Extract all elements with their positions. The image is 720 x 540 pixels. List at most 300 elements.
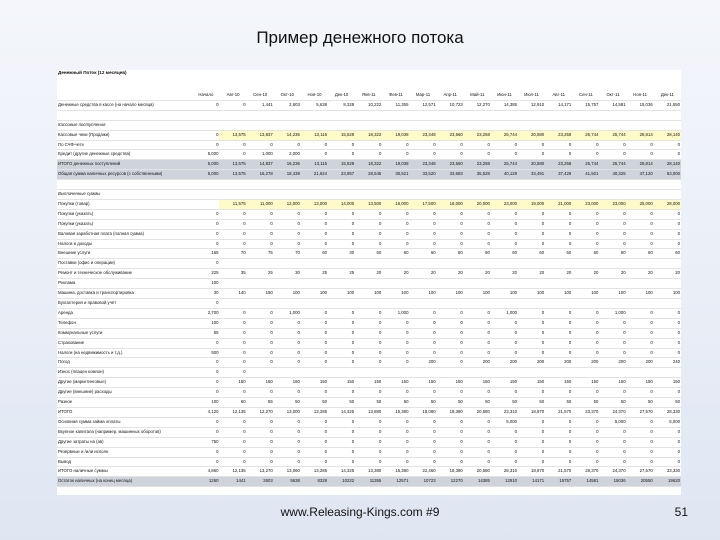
table-cell: 0 [219, 417, 246, 427]
table-cell: 165 [192, 249, 219, 259]
table-cell: 21,624 [301, 170, 328, 180]
table-cell: 0 [572, 150, 599, 160]
table-cell: 0 [654, 348, 681, 358]
table-cell: 100 [627, 289, 654, 299]
table-cell: 0 [247, 348, 274, 358]
table-row [57, 219, 681, 229]
column-header: Дек-11 [654, 91, 681, 100]
table-cell [572, 190, 599, 200]
table-cell: 20,580 [464, 467, 491, 477]
row-label: Вывод [57, 457, 192, 467]
table-cell: 0 [572, 140, 599, 150]
table-cell: 16,000 [382, 199, 409, 209]
table-cell: 0 [409, 348, 436, 358]
table-cell: 0 [301, 328, 328, 338]
table-cell [545, 110, 572, 120]
table-cell [409, 299, 436, 309]
table-cell: 0 [247, 308, 274, 318]
table-cell: 0 [192, 209, 219, 219]
table-cell: 15,757 [572, 100, 599, 110]
table-cell: 18,380 [437, 467, 464, 477]
table-cell: 0 [192, 368, 219, 378]
table-cell: 0 [409, 447, 436, 457]
table-cell: 0 [545, 219, 572, 229]
table-cell [219, 190, 246, 200]
table-cell [274, 110, 301, 120]
table-cell: 60 [518, 249, 545, 259]
table-cell: 23,000 [491, 199, 518, 209]
table-cell: 14,385 [491, 100, 518, 110]
table-cell: 1,000 [274, 308, 301, 318]
table-cell: 0 [518, 457, 545, 467]
table-cell: 0 [274, 358, 301, 368]
table-cell: 37,429 [545, 170, 572, 180]
table-row [57, 279, 681, 289]
cash-flow-table [57, 91, 681, 487]
table-cell: 0 [328, 427, 355, 437]
table-row [57, 190, 681, 200]
table-row [57, 170, 681, 180]
table-cell: 0 [219, 358, 246, 368]
table-cell: 0 [328, 328, 355, 338]
table-cell [491, 279, 518, 289]
table-cell: 0 [518, 318, 545, 328]
table-cell: 50 [518, 398, 545, 408]
table-cell [491, 120, 518, 130]
table-cell [328, 120, 355, 130]
table-cell: 20 [382, 269, 409, 279]
table-cell: 14,236 [274, 130, 301, 140]
table-cell [518, 190, 545, 200]
table-cell: 25 [247, 269, 274, 279]
table-cell: 15036 [599, 477, 626, 487]
table-cell: 25 [328, 269, 355, 279]
table-cell [464, 368, 491, 378]
table-cell [409, 110, 436, 120]
table-cell [491, 368, 518, 378]
table-cell [654, 299, 681, 309]
table-cell: 0 [654, 328, 681, 338]
table-cell: 0 [409, 150, 436, 160]
row-label: Денежные средства в кассе (на начало месяца) [57, 100, 192, 110]
table-cell: 0 [545, 457, 572, 467]
table-cell: 2603 [247, 477, 274, 487]
table-cell: 18,870 [518, 467, 545, 477]
table-cell: 19620 [654, 477, 681, 487]
table-cell [247, 120, 274, 130]
table-cell [437, 279, 464, 289]
table-cell: 0 [355, 328, 382, 338]
table-cell [274, 368, 301, 378]
table-cell: 0 [301, 437, 328, 447]
table-cell: 1441 [219, 477, 246, 487]
table-cell: 0 [545, 437, 572, 447]
table-cell: 35,528 [464, 170, 491, 180]
table-cell: 0 [654, 427, 681, 437]
table-cell: 0 [219, 328, 246, 338]
table-cell: 0 [219, 388, 246, 398]
table-cell: 15,380 [382, 407, 409, 417]
table-cell [599, 110, 626, 120]
table-cell: 0 [192, 100, 219, 110]
table-cell: 150 [518, 378, 545, 388]
row-label: Налоги (на недвижимость и т.д.) [57, 348, 192, 358]
table-cell: 0 [545, 150, 572, 160]
column-header: Авг-11 [545, 91, 572, 100]
table-cell [192, 110, 219, 120]
table-cell: 0 [219, 239, 246, 249]
table-cell: 0 [355, 388, 382, 398]
table-cell: 0 [274, 140, 301, 150]
table-cell [599, 190, 626, 200]
table-cell [545, 259, 572, 269]
table-cell: 23,370 [572, 407, 599, 417]
column-header: Ноя-10 [301, 91, 328, 100]
table-cell: 18,380 [437, 407, 464, 417]
table-row [57, 368, 681, 378]
table-cell: 0 [409, 318, 436, 328]
table-cell: 30 [274, 269, 301, 279]
table-cell: 0 [301, 239, 328, 249]
table-cell: 23,258 [545, 130, 572, 140]
table-cell: 0 [247, 388, 274, 398]
table-cell: 10,222 [355, 100, 382, 110]
table-cell: 13,115 [301, 160, 328, 170]
table-cell [464, 299, 491, 309]
column-header: Янв-11 [355, 91, 382, 100]
table-cell: 0 [627, 239, 654, 249]
table-cell: 0 [491, 388, 518, 398]
table-cell: 200 [464, 358, 491, 368]
table-cell: 0 [654, 437, 681, 447]
header-row [57, 91, 681, 100]
table-row [57, 209, 681, 219]
table-cell: 23,000 [599, 199, 626, 209]
table-cell: 60 [545, 249, 572, 259]
table-cell: 0 [409, 388, 436, 398]
table-cell: 0 [301, 348, 328, 358]
table-cell: 0 [518, 338, 545, 348]
table-cell: 150 [355, 378, 382, 388]
table-cell [599, 368, 626, 378]
table-cell: 0 [545, 140, 572, 150]
table-cell [572, 120, 599, 130]
table-cell: 13,837 [247, 130, 274, 140]
table-cell [627, 190, 654, 200]
table-cell [437, 110, 464, 120]
table-cell: 60 [599, 249, 626, 259]
table-cell: 0 [654, 388, 681, 398]
table-cell: 20 [654, 269, 681, 279]
table-cell: 0 [355, 318, 382, 328]
row-label: По СЧФ-чете [57, 140, 192, 150]
table-cell: 0 [328, 388, 355, 398]
table-cell: 0 [572, 348, 599, 358]
table-cell: 0 [599, 209, 626, 219]
table-cell: 0 [464, 447, 491, 457]
table-cell: 100 [491, 289, 518, 299]
table-cell: 28,814 [627, 160, 654, 170]
table-cell [328, 368, 355, 378]
table-cell: 15,380 [382, 467, 409, 477]
table-cell: 0 [382, 150, 409, 160]
table-cell: 0 [328, 140, 355, 150]
table-cell: 150 [274, 378, 301, 388]
table-cell [464, 180, 491, 190]
table-cell: 55 [192, 328, 219, 338]
table-cell: 0 [219, 427, 246, 437]
table-cell: 0 [518, 229, 545, 239]
table-cell: 0 [247, 437, 274, 447]
table-cell: 21,570 [545, 407, 572, 417]
table-cell: 0 [192, 259, 219, 269]
table-cell [572, 299, 599, 309]
table-cell: 0 [382, 447, 409, 457]
table-cell: 12,270 [247, 407, 274, 417]
table-cell: 75 [247, 249, 274, 259]
table-cell: 1,000 [247, 150, 274, 160]
table-cell: 200 [627, 358, 654, 368]
table-cell: 0 [274, 328, 301, 338]
table-cell: 0 [464, 140, 491, 150]
table-cell: 1,441 [247, 100, 274, 110]
table-cell: 0 [328, 447, 355, 457]
table-cell: 0 [219, 150, 246, 160]
table-cell: 20,580 [464, 407, 491, 417]
table-cell: 0 [382, 427, 409, 437]
table-cell: 0 [491, 328, 518, 338]
table-cell: 21,000 [545, 199, 572, 209]
table-cell: 0 [437, 219, 464, 229]
table-cell: 0 [219, 209, 246, 219]
table-cell: 0 [572, 388, 599, 398]
table-cell: 0 [382, 140, 409, 150]
table-cell: 0 [328, 417, 355, 427]
row-label: Разное [57, 398, 192, 408]
table-cell: 0 [599, 229, 626, 239]
table-cell: 0 [301, 427, 328, 437]
table-cell: 0 [274, 348, 301, 358]
row-label: Реклама [57, 279, 192, 289]
table-cell: 12,135 [219, 467, 246, 477]
table-cell: 5,000 [192, 150, 219, 160]
table-cell: 23,857 [328, 170, 355, 180]
table-cell: 30 [192, 289, 219, 299]
table-cell [355, 120, 382, 130]
table-cell: 50 [437, 398, 464, 408]
table-cell: 0 [382, 209, 409, 219]
table-cell: 0 [247, 417, 274, 427]
table-cell [328, 180, 355, 190]
table-cell: 28,814 [627, 130, 654, 140]
table-cell [409, 368, 436, 378]
table-row [57, 249, 681, 259]
table-cell: 24,370 [599, 407, 626, 417]
table-cell: 0 [464, 308, 491, 318]
table-cell: 0 [627, 348, 654, 358]
table-cell: 100 [301, 289, 328, 299]
table-cell: 200 [518, 358, 545, 368]
table-cell [219, 299, 246, 309]
table-cell: 0 [247, 447, 274, 457]
table-cell: 200 [491, 358, 518, 368]
table-cell: 0 [572, 219, 599, 229]
table-cell: 0 [219, 140, 246, 150]
table-cell: 0 [491, 239, 518, 249]
table-cell: 0 [219, 229, 246, 239]
table-cell: 0 [247, 427, 274, 437]
row-label: Покупки (указать) [57, 209, 192, 219]
table-cell: 0 [545, 417, 572, 427]
table-cell [491, 180, 518, 190]
table-cell: 0 [247, 318, 274, 328]
row-label: Коммунальные услуги [57, 328, 192, 338]
table-cell: 40,129 [491, 170, 518, 180]
table-cell: 23,348 [409, 130, 436, 140]
table-cell: 0 [219, 457, 246, 467]
table-cell: 0 [572, 328, 599, 338]
table-cell: 0 [599, 328, 626, 338]
table-cell: 18,439 [274, 170, 301, 180]
table-cell: 0 [491, 348, 518, 358]
table-cell: 30 [328, 249, 355, 259]
row-label: Выплаченные суммы [57, 190, 192, 200]
table-cell: 0 [572, 457, 599, 467]
row-label: Бухгалтерия и правовой учёт [57, 299, 192, 309]
table-cell [627, 120, 654, 130]
table-cell: 150 [301, 378, 328, 388]
table-cell [301, 120, 328, 130]
table-cell: 13,000 [301, 199, 328, 209]
table-cell: 0 [328, 358, 355, 368]
table-cell: 23,258 [464, 130, 491, 140]
column-header: Окт-10 [274, 91, 301, 100]
table-cell: 150 [545, 378, 572, 388]
table-cell: 0 [274, 457, 301, 467]
table-cell [464, 120, 491, 130]
footer-website: www.Releasing-Kings.com #9 [280, 505, 440, 519]
table-cell: 100 [464, 289, 491, 299]
table-cell: 0 [491, 229, 518, 239]
table-cell: 0 [572, 437, 599, 447]
table-cell: 1260 [192, 477, 219, 487]
row-label: Другие затраты на (ав) [57, 437, 192, 447]
table-cell: 0 [192, 130, 219, 140]
table-cell: 240 [654, 358, 681, 368]
table-cell: 0 [247, 457, 274, 467]
table-cell: 0 [355, 239, 382, 249]
table-cell: 100 [192, 398, 219, 408]
table-cell: 0 [464, 328, 491, 338]
table-cell: 0 [654, 239, 681, 249]
table-cell: 0 [274, 229, 301, 239]
table-cell: 20 [518, 269, 545, 279]
table-cell: 0 [328, 150, 355, 160]
table-cell: 0 [545, 209, 572, 219]
table-cell: 50 [328, 398, 355, 408]
table-cell: 0 [627, 457, 654, 467]
table-cell: 50 [382, 398, 409, 408]
table-cell: 0 [518, 437, 545, 447]
table-cell: 0 [491, 150, 518, 160]
table-cell: 0 [192, 219, 219, 229]
table-cell: 27,570 [627, 467, 654, 477]
table-cell: 0 [355, 348, 382, 358]
table-cell: 20,580 [518, 160, 545, 170]
table-cell [627, 259, 654, 269]
table-cell: 500 [192, 348, 219, 358]
table-cell: 0 [572, 239, 599, 249]
table-cell [301, 259, 328, 269]
table-cell: 0 [382, 239, 409, 249]
column-header: Апр-11 [437, 91, 464, 100]
table-cell: 18,000 [437, 199, 464, 209]
table-row [57, 457, 681, 467]
table-cell: 0 [355, 447, 382, 457]
table-cell: 0 [464, 318, 491, 328]
table-cell [274, 180, 301, 190]
table-cell: 0 [491, 447, 518, 457]
table-cell: 0 [355, 308, 382, 318]
table-cell: 8,328 [328, 100, 355, 110]
row-label: Поставки (офис и операции) [57, 259, 192, 269]
table-cell: 60 [355, 249, 382, 259]
table-cell: 33,520 [409, 170, 436, 180]
table-cell: 0 [545, 447, 572, 457]
row-label: Покупки (товар) [57, 199, 192, 209]
table-cell: 0 [247, 229, 274, 239]
table-cell: 13,000 [274, 407, 301, 417]
table-cell: 60 [654, 249, 681, 259]
table-cell: 20 [437, 269, 464, 279]
table-cell: 0 [654, 308, 681, 318]
table-cell: 13,500 [355, 199, 382, 209]
table-cell [437, 368, 464, 378]
row-label: Кассовые поступления [57, 120, 192, 130]
table-cell: 225 [192, 269, 219, 279]
table-cell: 0 [409, 338, 436, 348]
table-cell: 16,278 [247, 170, 274, 180]
column-header: Ноя-11 [627, 91, 654, 100]
table-cell: 0 [545, 348, 572, 358]
table-cell: 28,000 [654, 199, 681, 209]
table-cell: 150 [437, 378, 464, 388]
table-cell: 150 [491, 378, 518, 388]
table-cell: 0 [355, 427, 382, 437]
table-row [57, 348, 681, 358]
table-cell: 12,000 [274, 199, 301, 209]
table-cell: 0 [301, 388, 328, 398]
table-cell: 0 [219, 219, 246, 229]
table-cell [491, 299, 518, 309]
table-cell: 0 [382, 219, 409, 229]
table-cell [328, 190, 355, 200]
table-cell: 5638 [274, 477, 301, 487]
table-cell [518, 299, 545, 309]
table-cell: 19,000 [518, 199, 545, 209]
table-cell [464, 279, 491, 289]
table-cell [247, 110, 274, 120]
table-cell [518, 110, 545, 120]
table-cell: 50 [545, 398, 572, 408]
table-cell: 0 [355, 219, 382, 229]
table-cell: 150 [247, 289, 274, 299]
table-row [57, 269, 681, 279]
row-label: Ремонт и техническое обслуживание [57, 269, 192, 279]
table-cell [382, 180, 409, 190]
table-cell: 55 [247, 398, 274, 408]
table-cell: 100 [599, 289, 626, 299]
